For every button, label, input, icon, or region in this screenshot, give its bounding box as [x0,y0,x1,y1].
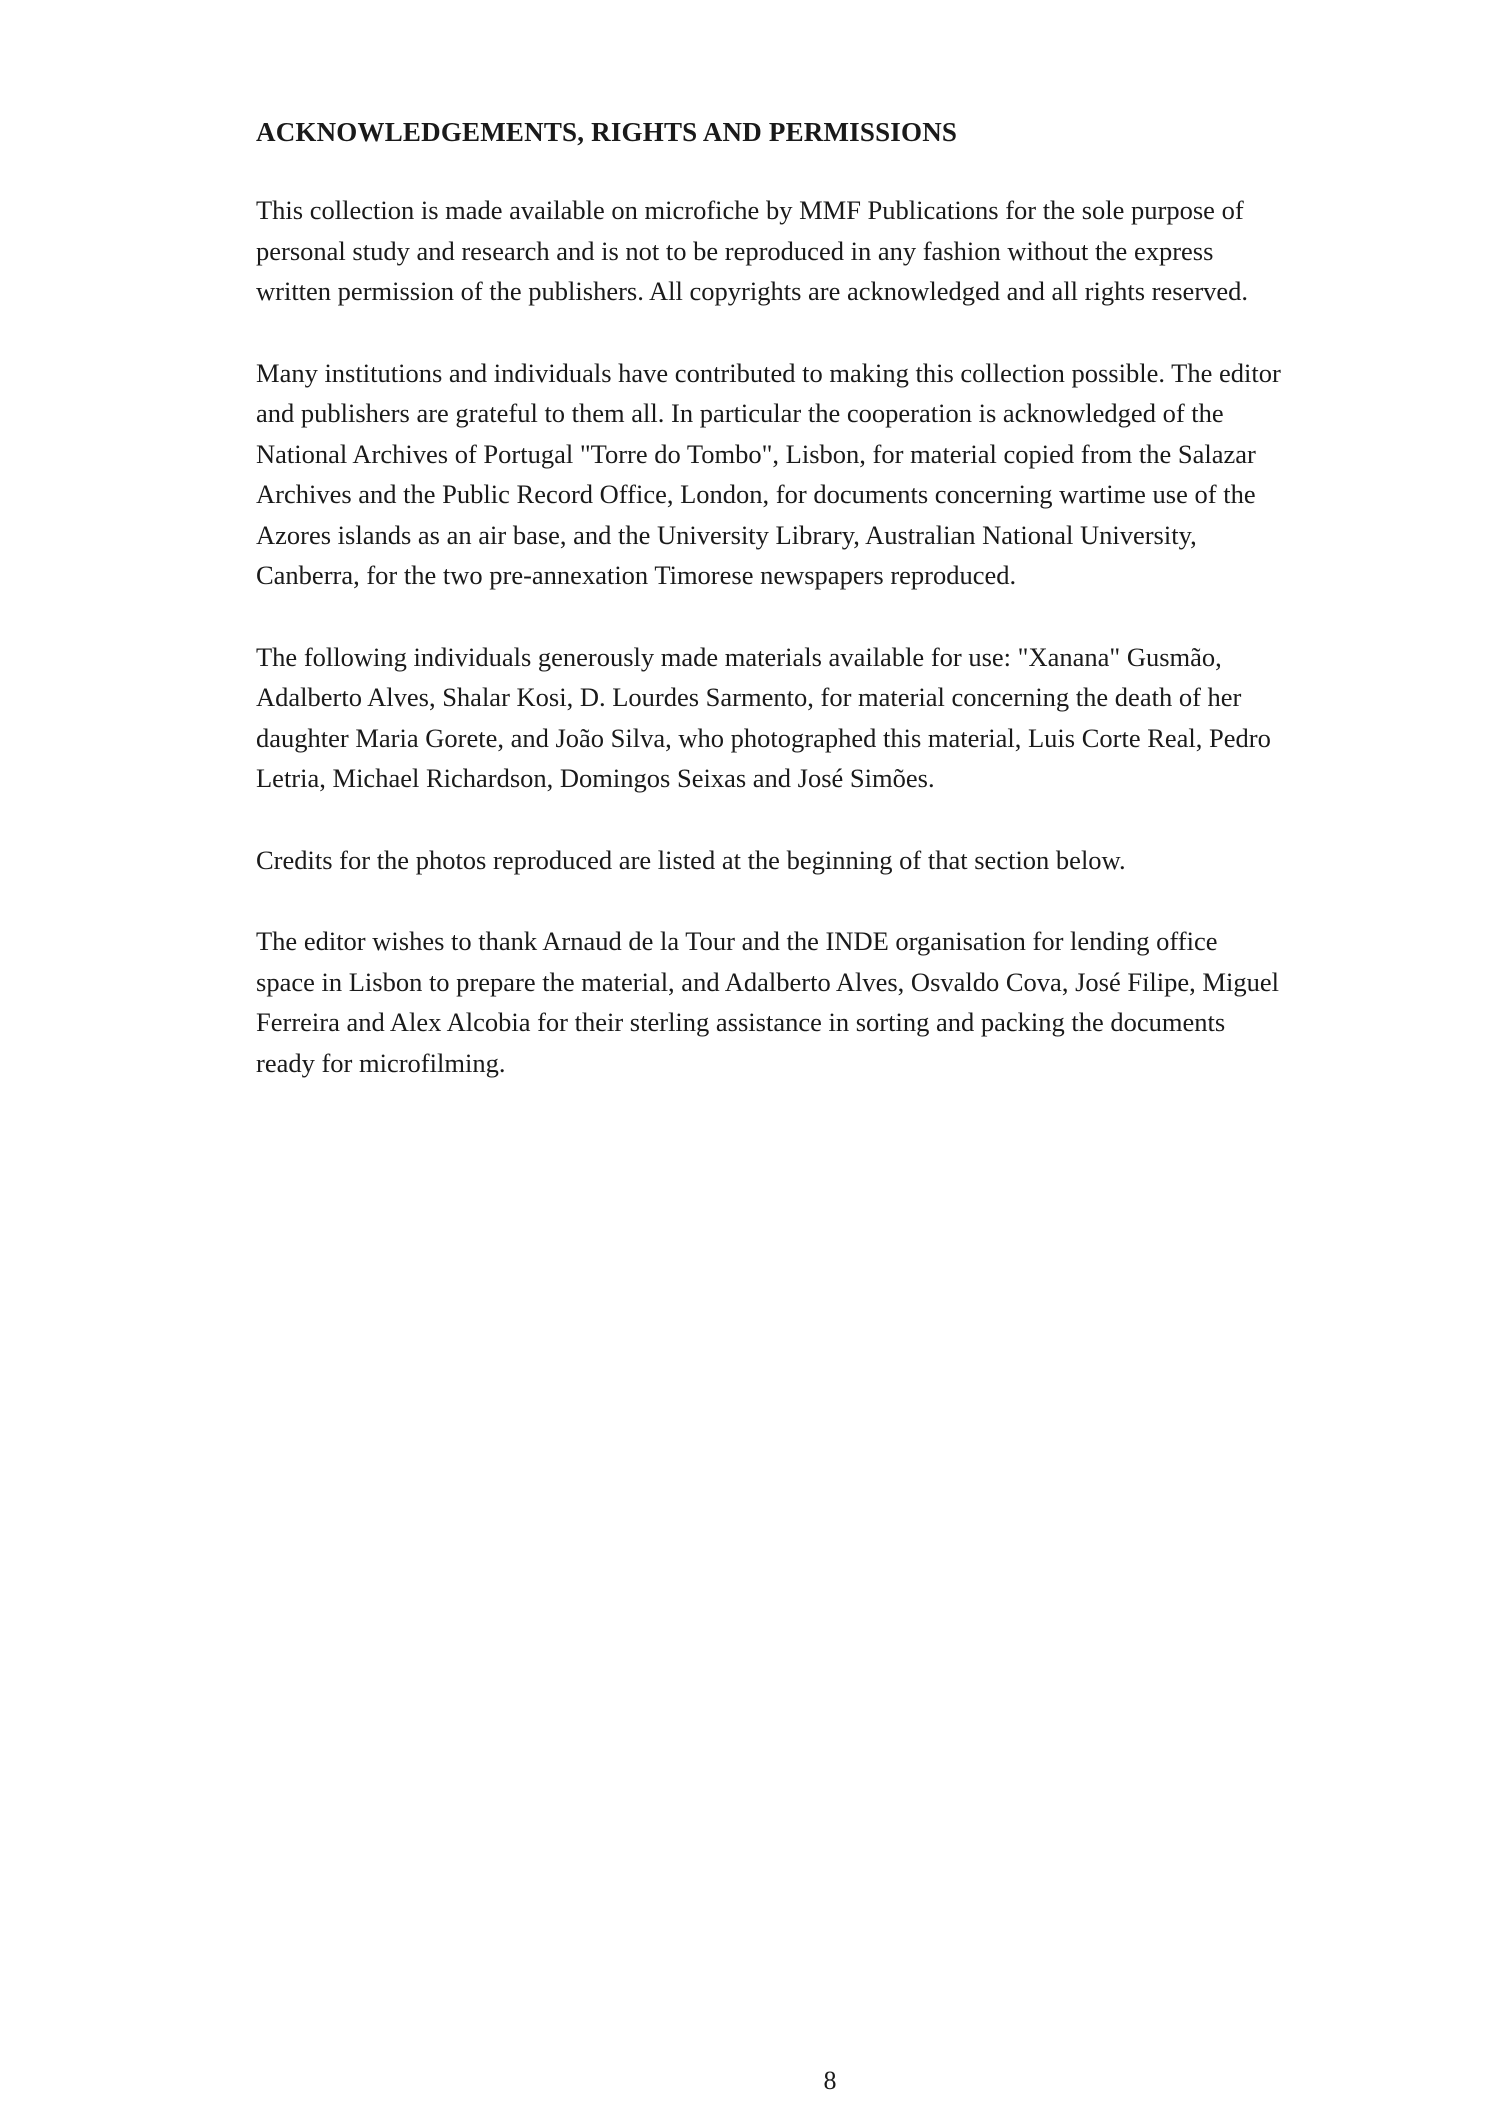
paragraph-rights [256,190,1426,312]
paragraph-line: Canberra, for the two pre-annexation Timorese newspapers reproduced. [256,560,1017,590]
paragraph-line: National Archives of Portugal "Torre do Tombo", Lisbon, for material copied from the Salazar [256,438,1256,469]
paragraph-institutions [256,353,1426,596]
paragraph-line: Letria, Michael Richardson, Domingos Seixas and José Simões. [256,763,935,793]
paragraph-line: space in Lisbon to prepare the material, and Adalberto Alves, Osvaldo Cova, José Filipe, Miguel [256,966,1279,997]
paragraph-line: personal study and research and is not to be reproduced in any fashion without the express [256,235,1214,266]
paragraph-line: and publishers are grateful to them all. In particular the cooperation is acknowledged of the [256,398,1224,428]
paragraph-photo-credits [256,840,1426,881]
paragraph-individuals [256,637,1426,799]
paragraph-line: ready for microfilming. [256,1047,506,1078]
page-number: 8 [823,2066,837,2095]
page-heading: ACKNOWLEDGEMENTS, RIGHTS AND PERMISSIONS [256,117,958,147]
paragraph-line: Archives and the Public Record Office, London, for documents concerning wartime use of the [256,479,1256,509]
paragraph-line: daughter Maria Gorete, and João Silva, who photographed this material, Luis Corte Real, Pedro [256,722,1271,753]
paragraph-line: Adalberto Alves, Shalar Kosi, D. Lourdes Sarmento, for material concerning the death of her [256,682,1242,712]
paragraph-line: This collection is made available on microfiche by MMF Publications for the sole purpose of [256,195,1244,225]
paragraph-line: Azores islands as an air base, and the University Library, Australian National University, [256,519,1197,550]
paragraph-thanks [256,921,1426,1083]
paragraph-line: The following individuals generously made materials available for use: "Xanana" Gusmão, [256,641,1222,672]
paragraph-line: Many institutions and individuals have contributed to making this collection possible. The editor [256,357,1281,388]
paragraph-line: The editor wishes to thank Arnaud de la Tour and the INDE organisation for lending office [256,926,1218,956]
paragraph-line: Credits for the photos reproduced are listed at the beginning of that section below. [256,844,1126,875]
paragraph-line: Ferreira and Alex Alcobia for their sterling assistance in sorting and packing the documents [256,1007,1226,1037]
page-content [256,116,1426,1124]
paragraph-line: written permission of the publishers. All copyrights are acknowledged and all rights reserved. [256,276,1249,306]
